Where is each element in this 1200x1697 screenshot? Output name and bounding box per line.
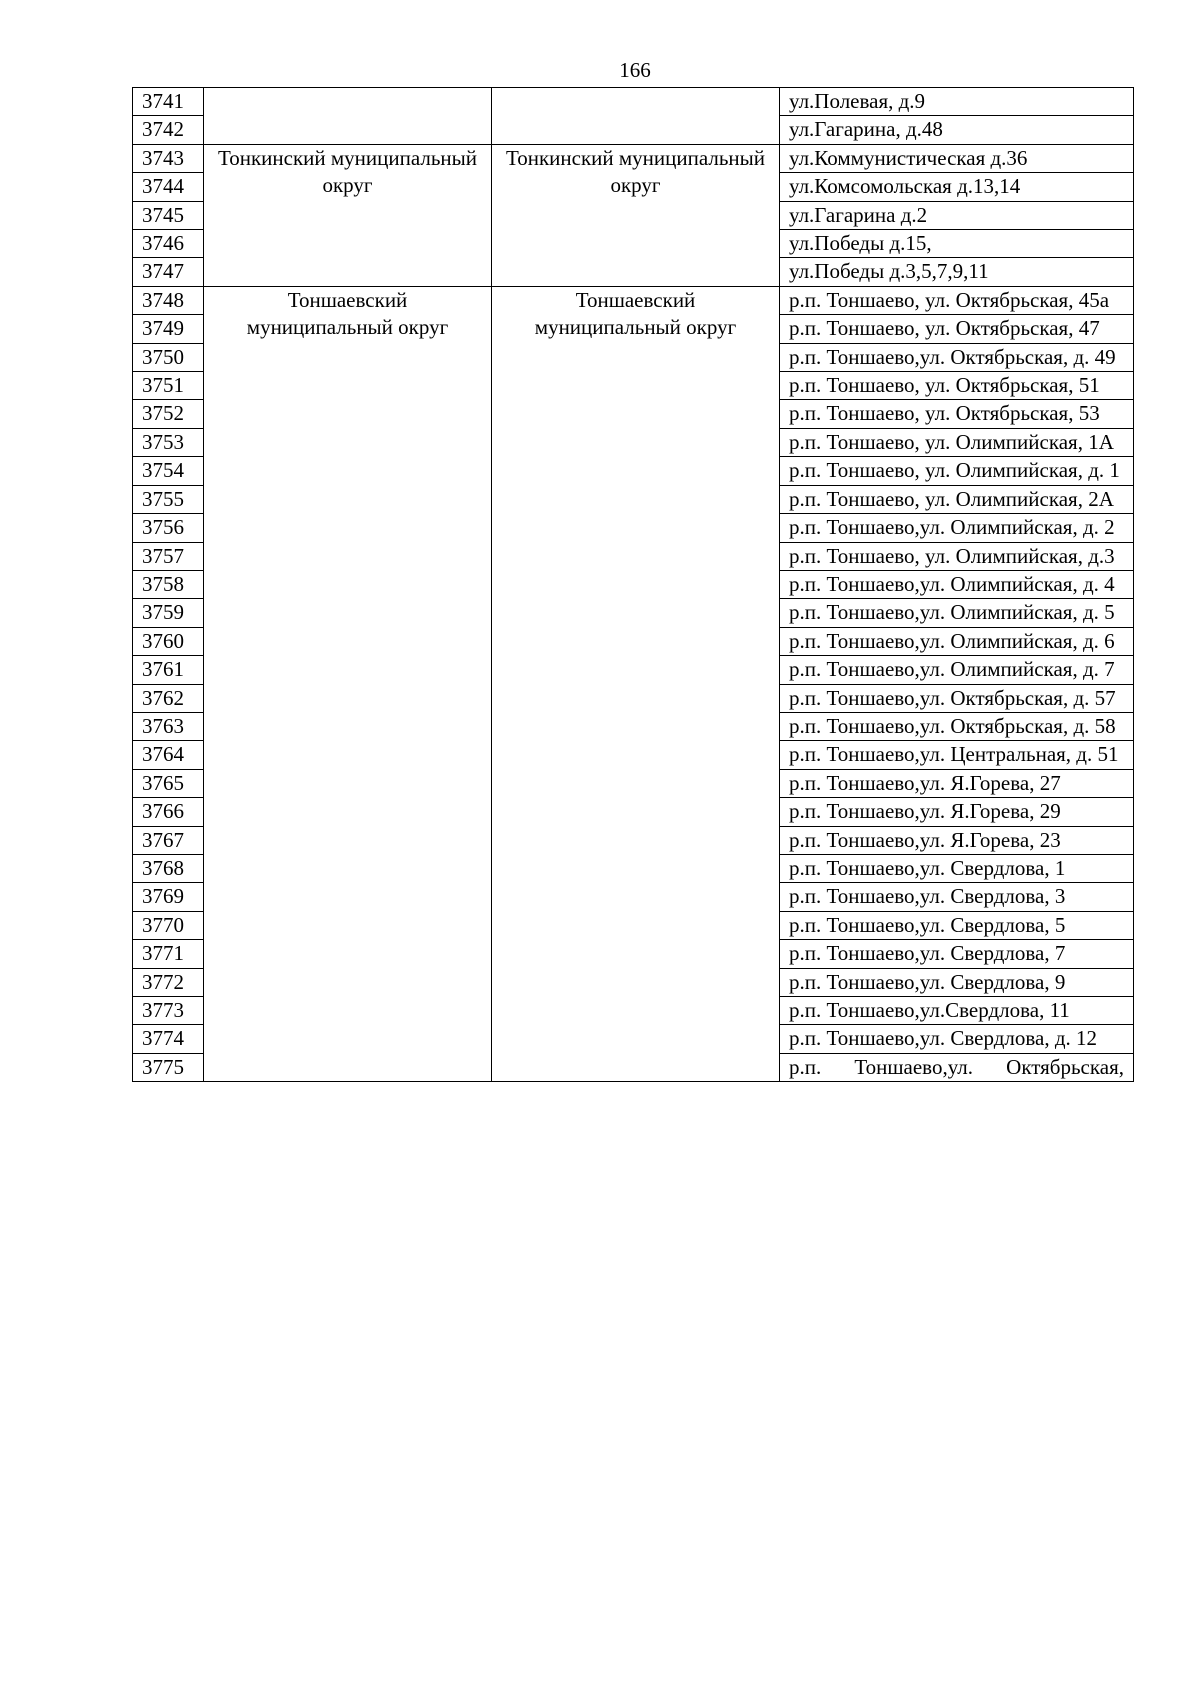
address-cell: р.п. Тоншаево,ул. Свердлова, д. 12 (780, 1025, 1134, 1053)
row-number: 3752 (133, 400, 204, 428)
address-cell: р.п. Тоншаево, ул. Олимпийская, 1А (780, 428, 1134, 456)
address-cell: ул.Гагарина д.2 (780, 201, 1134, 229)
row-number: 3770 (133, 911, 204, 939)
address-cell: р.п. Тоншаево,ул. Свердлова, 7 (780, 940, 1134, 968)
row-number: 3768 (133, 854, 204, 882)
address-cell: ул.Коммунистическая д.36 (780, 144, 1134, 172)
municipality-name-cell (492, 88, 780, 145)
address-cell: ул.Комсомольская д.13,14 (780, 173, 1134, 201)
row-number: 3763 (133, 712, 204, 740)
row-number: 3743 (133, 144, 204, 172)
address-cell: р.п. Тоншаево,ул. Октябрьская, д. 57 (780, 684, 1134, 712)
address-cell: р.п. Тоншаево,ул. Свердлова, 9 (780, 968, 1134, 996)
address-cell: р.п. Тоншаево,ул. Олимпийская, д. 6 (780, 627, 1134, 655)
address-cell: р.п. Тоншаево,ул. Октябрьская, д. 49 (780, 343, 1134, 371)
row-number: 3754 (133, 457, 204, 485)
row-number: 3772 (133, 968, 204, 996)
row-number: 3757 (133, 542, 204, 570)
municipality-name-cell: Тоншаевский муниципальный округ (492, 286, 780, 1081)
address-cell (780, 1053, 1134, 1081)
address-cell: ул.Гагарина, д.48 (780, 116, 1134, 144)
row-number: 3748 (133, 286, 204, 314)
address-cell: р.п. Тоншаево,ул. Олимпийская, д. 5 (780, 599, 1134, 627)
row-number: 3745 (133, 201, 204, 229)
row-number: 3744 (133, 173, 204, 201)
row-number: 3756 (133, 514, 204, 542)
page-number: 166 (619, 58, 651, 82)
row-number: 3767 (133, 826, 204, 854)
table-row (133, 88, 1134, 116)
row-number: 3758 (133, 570, 204, 598)
row-number: 3769 (133, 883, 204, 911)
address-cell: р.п. Тоншаево, ул. Октябрьская, 45а (780, 286, 1134, 314)
address-cell: ул.Победы д.15, (780, 230, 1134, 258)
address-cell: р.п. Тоншаево,ул. Октябрьская, д. 58 (780, 712, 1134, 740)
address-cell: р.п. Тоншаево,ул. Свердлова, 1 (780, 854, 1134, 882)
address-cell: р.п. Тоншаево,ул. Я.Горева, 27 (780, 769, 1134, 797)
row-number: 3771 (133, 940, 204, 968)
row-number: 3766 (133, 798, 204, 826)
address-cell: р.п. Тоншаево,ул. Центральная, д. 51 (780, 741, 1134, 769)
row-number: 3761 (133, 656, 204, 684)
address-cell: р.п. Тоншаево,ул. Я.Горева, 29 (780, 798, 1134, 826)
row-number: 3742 (133, 116, 204, 144)
address-text: р.п. Тоншаево,ул. Октябрьская, (789, 1054, 1124, 1079)
row-number: 3760 (133, 627, 204, 655)
address-registry-table (132, 87, 1134, 1082)
table-row (133, 286, 1134, 314)
district-name-cell: Тоншаевский муниципальный округ (204, 286, 492, 1081)
row-number: 3773 (133, 997, 204, 1025)
address-cell: ул.Полевая, д.9 (780, 88, 1134, 116)
address-cell: р.п. Тоншаево,ул. Олимпийская, д. 4 (780, 570, 1134, 598)
address-cell: ул.Победы д.3,5,7,9,11 (780, 258, 1134, 286)
row-number: 3759 (133, 599, 204, 627)
address-cell: р.п. Тоншаево,ул. Олимпийская, д. 7 (780, 656, 1134, 684)
address-cell: р.п. Тоншаево, ул. Олимпийская, д. 1 (780, 457, 1134, 485)
district-name-cell: Тонкинский муниципальный округ (204, 144, 492, 286)
row-number: 3750 (133, 343, 204, 371)
row-number: 3747 (133, 258, 204, 286)
row-number: 3755 (133, 485, 204, 513)
row-number: 3746 (133, 230, 204, 258)
address-cell: р.п. Тоншаево, ул. Октябрьская, 53 (780, 400, 1134, 428)
address-cell: р.п. Тоншаево,ул. Олимпийская, д. 2 (780, 514, 1134, 542)
address-cell: р.п. Тоншаево,ул. Я.Горева, 23 (780, 826, 1134, 854)
row-number: 3749 (133, 315, 204, 343)
row-number: 3751 (133, 372, 204, 400)
address-cell: р.п. Тоншаево,ул. Свердлова, 5 (780, 911, 1134, 939)
address-cell: р.п. Тоншаево,ул. Свердлова, 3 (780, 883, 1134, 911)
row-number: 3764 (133, 741, 204, 769)
address-cell: р.п. Тоншаево, ул. Олимпийская, 2А (780, 485, 1134, 513)
row-number: 3741 (133, 88, 204, 116)
row-number: 3774 (133, 1025, 204, 1053)
district-name-cell (204, 88, 492, 145)
row-number: 3765 (133, 769, 204, 797)
table-body (133, 88, 1134, 1082)
row-number: 3762 (133, 684, 204, 712)
table-row (133, 144, 1134, 172)
row-number: 3753 (133, 428, 204, 456)
row-number: 3775 (133, 1053, 204, 1081)
address-cell: р.п. Тоншаево, ул. Олимпийская, д.3 (780, 542, 1134, 570)
address-cell: р.п. Тоншаево,ул.Свердлова, 11 (780, 997, 1134, 1025)
address-cell: р.п. Тоншаево, ул. Октябрьская, 47 (780, 315, 1134, 343)
municipality-name-cell: Тонкинский муниципальный округ (492, 144, 780, 286)
address-cell: р.п. Тоншаево, ул. Октябрьская, 51 (780, 372, 1134, 400)
